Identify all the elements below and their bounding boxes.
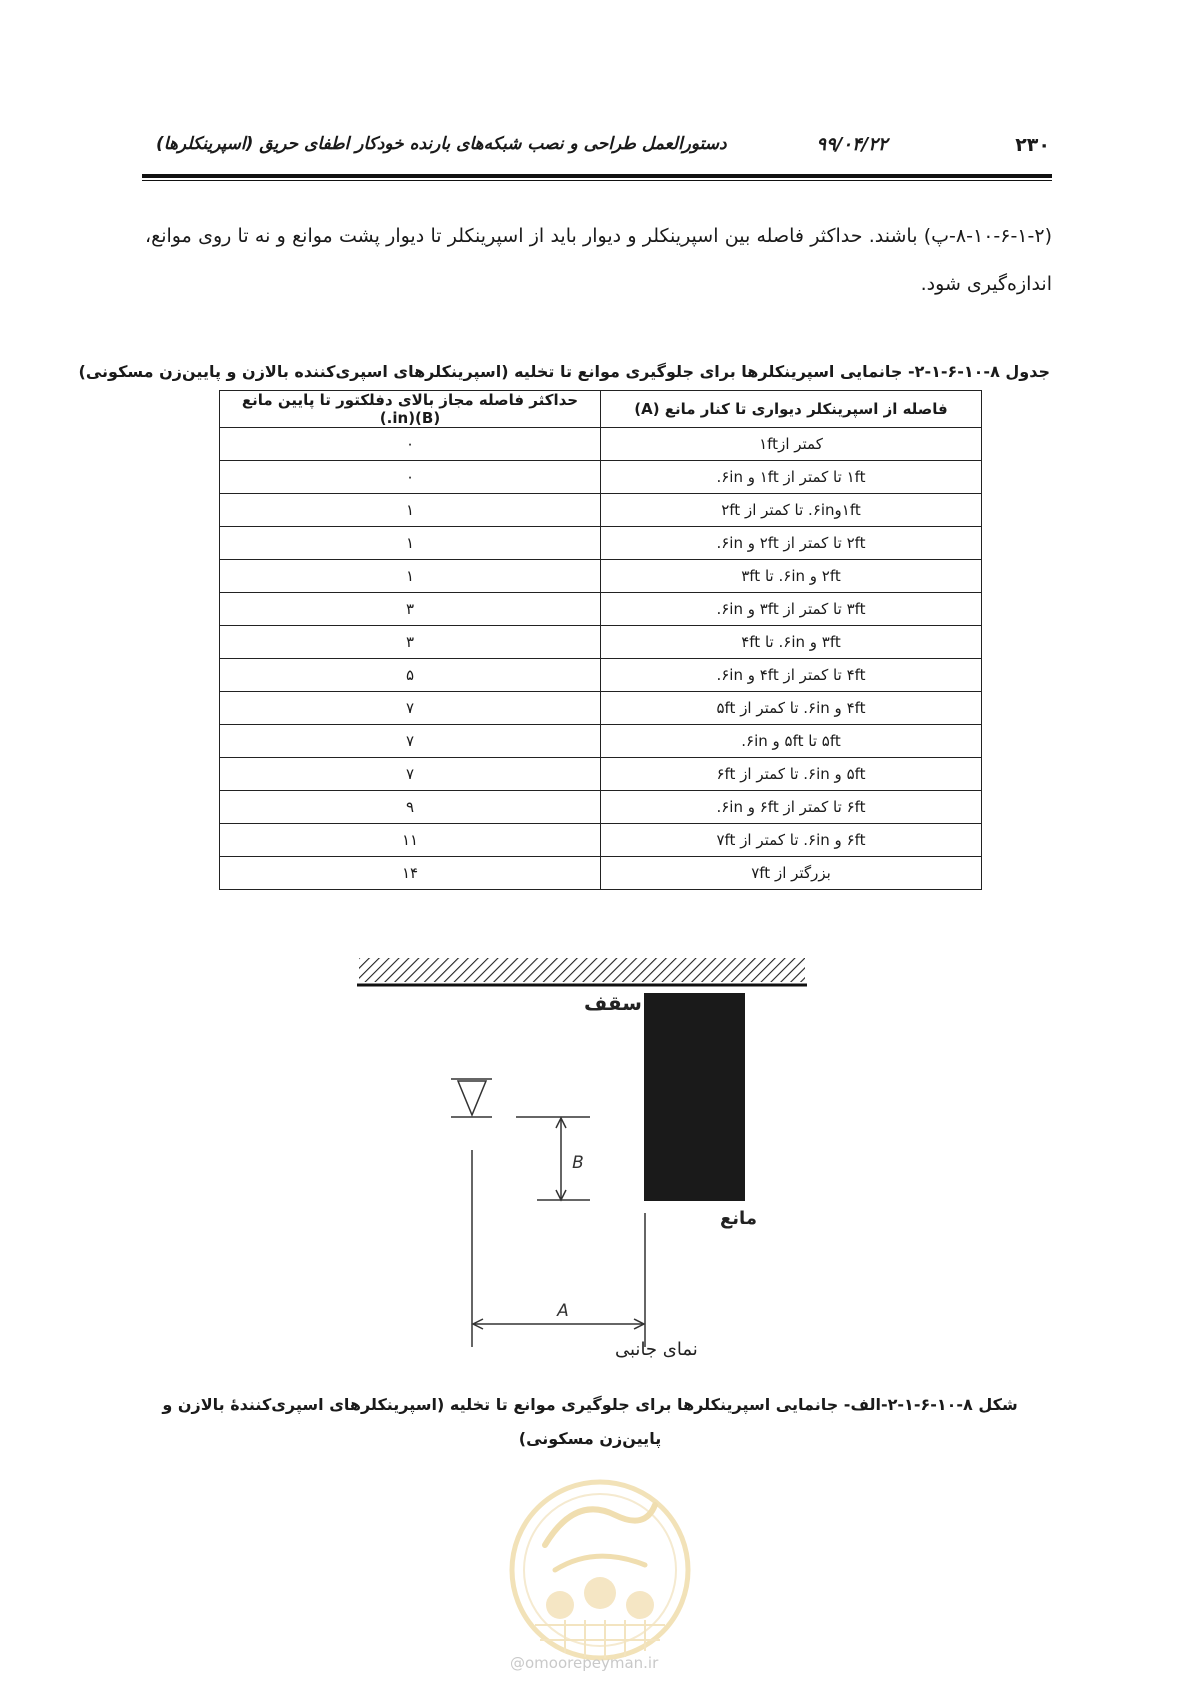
cell-height-b: ۷ <box>220 692 601 725</box>
obstruction-block <box>644 993 745 1201</box>
table-caption: جدول ۸-۱۰-۶-۱-۲- جانمایی اسپرینکلرها برای جلوگیری موانع تا تخلیه (اسپرینکلرهای اسپری‌کننده بالازن و پایین‌زن مسکونی) <box>78 362 1050 381</box>
watermark-seal <box>505 1475 695 1665</box>
header-title: دستورالعمل طراحی و نصب شبکه‌های بارنده خودکار اطفای حریق (اسپرینکلرها) <box>156 134 727 154</box>
cell-height-b: ۳ <box>220 593 601 626</box>
side-view-label: نمای جانبی <box>615 1339 698 1360</box>
cell-distance-a: ۱ftو۶in. تا کمتر از ۲ft <box>601 494 982 527</box>
cell-height-b: ۱۴ <box>220 857 601 890</box>
cell-distance-a: ۶ft تا کمتر از ۶ft و ۶in. <box>601 791 982 824</box>
watermark-url: @omoorepeyman.ir <box>510 1654 659 1672</box>
cell-height-b: ۷ <box>220 725 601 758</box>
obstruction-label: مانع <box>720 1208 757 1229</box>
cell-distance-a: ۲ft و ۶in. تا ۳ft <box>601 560 982 593</box>
header-date: ۹۹/۰۴/۲۲ <box>816 134 888 155</box>
cell-distance-a: ۶ft و ۶in. تا کمتر از ۷ft <box>601 824 982 857</box>
cell-distance-a: ۴ft و ۶in. تا کمتر از ۵ft <box>601 692 982 725</box>
cell-distance-a: ۳ft تا کمتر از ۳ft و ۶in. <box>601 593 982 626</box>
sprinkler-icon <box>458 1081 486 1115</box>
cell-distance-a: ۳ft و ۶in. تا ۴ft <box>601 626 982 659</box>
figure-caption: شکل ۸-۱۰-۶-۱-۲-الف- جانمایی اسپرینکلرها برای جلوگیری موانع تا تخلیه (اسپرینکلرهای اسپری‌کنندهٔ بالازن و پایین‌زن مسکونی) <box>162 1395 1018 1448</box>
cell-distance-a: ۵ft و ۶in. تا کمتر از ۶ft <box>601 758 982 791</box>
dimension-b-label: B <box>572 1153 584 1173</box>
cell-height-b: ۱ <box>220 494 601 527</box>
ceiling-label: سقف <box>584 991 642 1015</box>
cell-distance-a: ۵ft تا ۵ft و ۶in. <box>601 725 982 758</box>
cell-height-b: ۷ <box>220 758 601 791</box>
cell-height-b: ۰ <box>220 428 601 461</box>
cell-distance-a: ۴ft تا کمتر از ۴ft و ۶in. <box>601 659 982 692</box>
dimension-a-label: A <box>557 1301 569 1321</box>
cell-height-b: ۱۱ <box>220 824 601 857</box>
cell-height-b: ۱ <box>220 560 601 593</box>
ceiling-hatch <box>359 958 805 982</box>
body-paragraph: (۸-۱۰-۶-۱-۲-پ) باشند. حداکثر فاصله بین اسپرینکلر و دیوار باید از اسپرینکلر تا دیوار پشت موانع و نه تا روی موانع، اندازه‌گیری شود. <box>145 225 1052 295</box>
cell-height-b: ۵ <box>220 659 601 692</box>
cell-distance-a: کمتر از۱ft <box>601 428 982 461</box>
cell-height-b: ۱ <box>220 527 601 560</box>
cell-distance-a: بزرگتر از ۷ft <box>601 857 982 890</box>
col-b-header: حداکثر فاصله مجاز بالای دفلکتور تا پایین مانع (B)(in.) <box>220 391 601 428</box>
cell-distance-a: ۲ft تا کمتر از ۲ft و ۶in. <box>601 527 982 560</box>
cell-height-b: ۹ <box>220 791 601 824</box>
cell-height-b: ۰ <box>220 461 601 494</box>
page-number: ۲۳۰ <box>1015 134 1050 156</box>
cell-distance-a: ۱ft تا کمتر از ۱ft و ۶in. <box>601 461 982 494</box>
col-a-header: فاصله از اسپرینکلر دیواری تا کنار مانع (A) <box>601 391 982 428</box>
cell-height-b: ۳ <box>220 626 601 659</box>
